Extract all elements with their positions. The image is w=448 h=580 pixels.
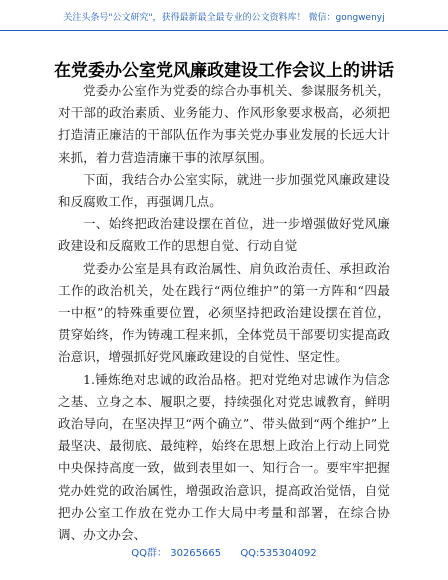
footer-qq-group: QQ群： 30265665 <box>131 548 222 559</box>
paragraph-section-one: 党委办公室是具有政治属性、肩负政治责任、承担政治工作的政治机关，处在践行“两位维护”的第一方阵和“四最一中枢”的特殊重要位置，必须坚持把政治建设摆在首位，贯穿始终，作为铸魂工程来抓，全体党员干部要切实提高政治意识，增强抓好党风廉政建设的自觉性、坚定性。 <box>58 260 390 365</box>
paragraph-intro: 党委办公室作为党委的综合办事机关、参谋服务机关，对干部的政治素质、业务能力、作风形象要求极高，必须把打造清正廉洁的干部队伍作为事关党办事业发展的长远大计来抓，着力营造清廉干事的浓厚氛围。 <box>58 83 390 165</box>
header-divider <box>0 30 448 31</box>
header-banner: 关注头条号"公文研究"，获得最新最全最专业的公文资料库！ 微信：gongwenyj <box>63 13 385 23</box>
document-title: 在党委办公室党风廉政建设工作会议上的讲话 <box>54 61 394 81</box>
section-heading-one: 一、始终把政治建设摆在首位，进一步增强做好党风廉政建设和反腐败工作的思想自觉、行动自觉 <box>58 216 390 254</box>
footer-contact <box>0 544 448 559</box>
document-body <box>58 80 390 546</box>
paragraph-item-one: 1.锤炼绝对忠诚的政治品格。把对党绝对忠诚作为信念之基、立身之本、履职之要，持续强化对党忠诚教育，鲜明政治导向，在坚决捍卫“两个确立”、带头做到“两个维护”上最坚决、最彻底、最纯粹，始终在思想上政治上行动上同党中央保持高度一致，做到表里如一、知行合一。要牢牢把握党办姓党的政治属性，增强政治意识，提高政治觉悟，自觉把办公室工作放在党办工作大局中考量和部署，在综合协调、办文办会、 <box>58 371 390 543</box>
footer-qq-id: QQ:535304092 <box>240 548 317 559</box>
paragraph-transition: 下面，我结合办公室实际，就进一步加强党风廉政建设和反腐败工作，再强调几点。 <box>58 171 390 210</box>
